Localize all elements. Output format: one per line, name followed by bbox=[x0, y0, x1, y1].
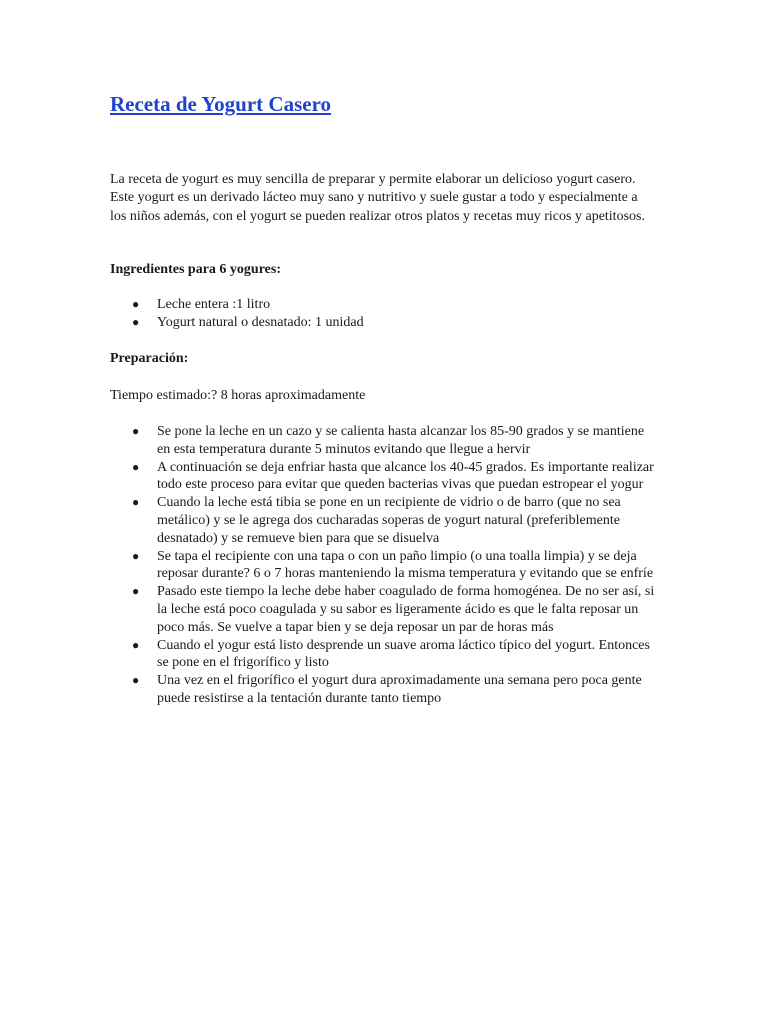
list-item bbox=[110, 583, 660, 636]
ingredient-text: Leche entera :1 litro bbox=[157, 297, 271, 312]
preparation-heading: Preparación: bbox=[110, 351, 189, 366]
estimated-time: Tiempo estimado:? 8 horas aproximadamente bbox=[110, 388, 366, 403]
list-item bbox=[110, 637, 660, 673]
bullet-icon: ● bbox=[132, 548, 140, 563]
list-item bbox=[110, 672, 660, 708]
step-text: Se tapa el recipiente con una tapa o con un paño limpio (o una toalla limpia) y se deja reposar durante? 6 o 7 horas manteniendo la misma temperatura y evitando que se enfríe bbox=[157, 548, 654, 582]
step-text: Cuando la leche está tibia se pone en un recipiente de vidrio o de barro (que no sea metálico) y se le agrega dos cucharadas soperas de yogurt natural (preferiblemente desnatado) y se remueve bien para que se disuelva bbox=[157, 495, 621, 546]
bullet-icon: ● bbox=[132, 584, 140, 599]
list-item bbox=[110, 423, 660, 459]
intro-paragraph: La receta de yogurt es muy sencilla de preparar y permite elaborar un delicioso yogurt casero. Este yogurt es un derivado lácteo muy sano y nutritivo y suele gustar a todo y especialmente a los niños además, con el yogurt se pueden realizar otros platos y recetas muy ricos y apetitosos. bbox=[110, 172, 645, 224]
step-text: A continuación se deja enfriar hasta que alcance los 40-45 grados. Es importante realizar todo este proceso para evitar que queden bacterias vivas que puedan estropear el yogur bbox=[157, 459, 654, 493]
bullet-icon: ● bbox=[132, 314, 140, 329]
steps-list bbox=[110, 423, 660, 708]
list-item bbox=[110, 459, 660, 495]
step-text: Cuando el yogur está listo desprende un suave aroma láctico típico del yogurt. Entonces se pone en el frigorífico y listo bbox=[157, 637, 650, 671]
bullet-icon: ● bbox=[132, 459, 140, 474]
list-item bbox=[110, 494, 660, 547]
step-text: Se pone la leche en un cazo y se calienta hasta alcanzar los 85-90 grados y se mantiene en esta temperatura durante 5 minutos evitando que llegue a hervir bbox=[157, 424, 645, 457]
step-text: Una vez en el frigorífico el yogurt dura aproximadamente una semana pero poca gente puede resistirse a la tentación durante tanto tiempo bbox=[157, 673, 642, 706]
bullet-icon: ● bbox=[132, 673, 140, 688]
ingredients-list bbox=[110, 296, 650, 332]
ingredient-text: Yogurt natural o desnatado: 1 unidad bbox=[157, 314, 364, 330]
list-item bbox=[110, 296, 650, 314]
bullet-icon: ● bbox=[132, 495, 140, 510]
list-item bbox=[110, 548, 660, 584]
step-text: Pasado este tiempo la leche debe haber coagulado de forma homogénea. De no ser así, si la leche está poco coagulada y su sabor es ligeramente ácido es que le falta reposar un poco más. Se vuelve a tapar bien y se deja reposar un par de horas más bbox=[157, 584, 655, 635]
bullet-icon: ● bbox=[132, 297, 140, 311]
bullet-icon: ● bbox=[132, 424, 140, 438]
bullet-icon: ● bbox=[132, 637, 140, 652]
page-title-link[interactable]: Receta de Yogurt Casero bbox=[110, 92, 332, 116]
list-item bbox=[110, 314, 650, 332]
ingredients-heading: Ingredientes para 6 yogures: bbox=[110, 262, 281, 277]
